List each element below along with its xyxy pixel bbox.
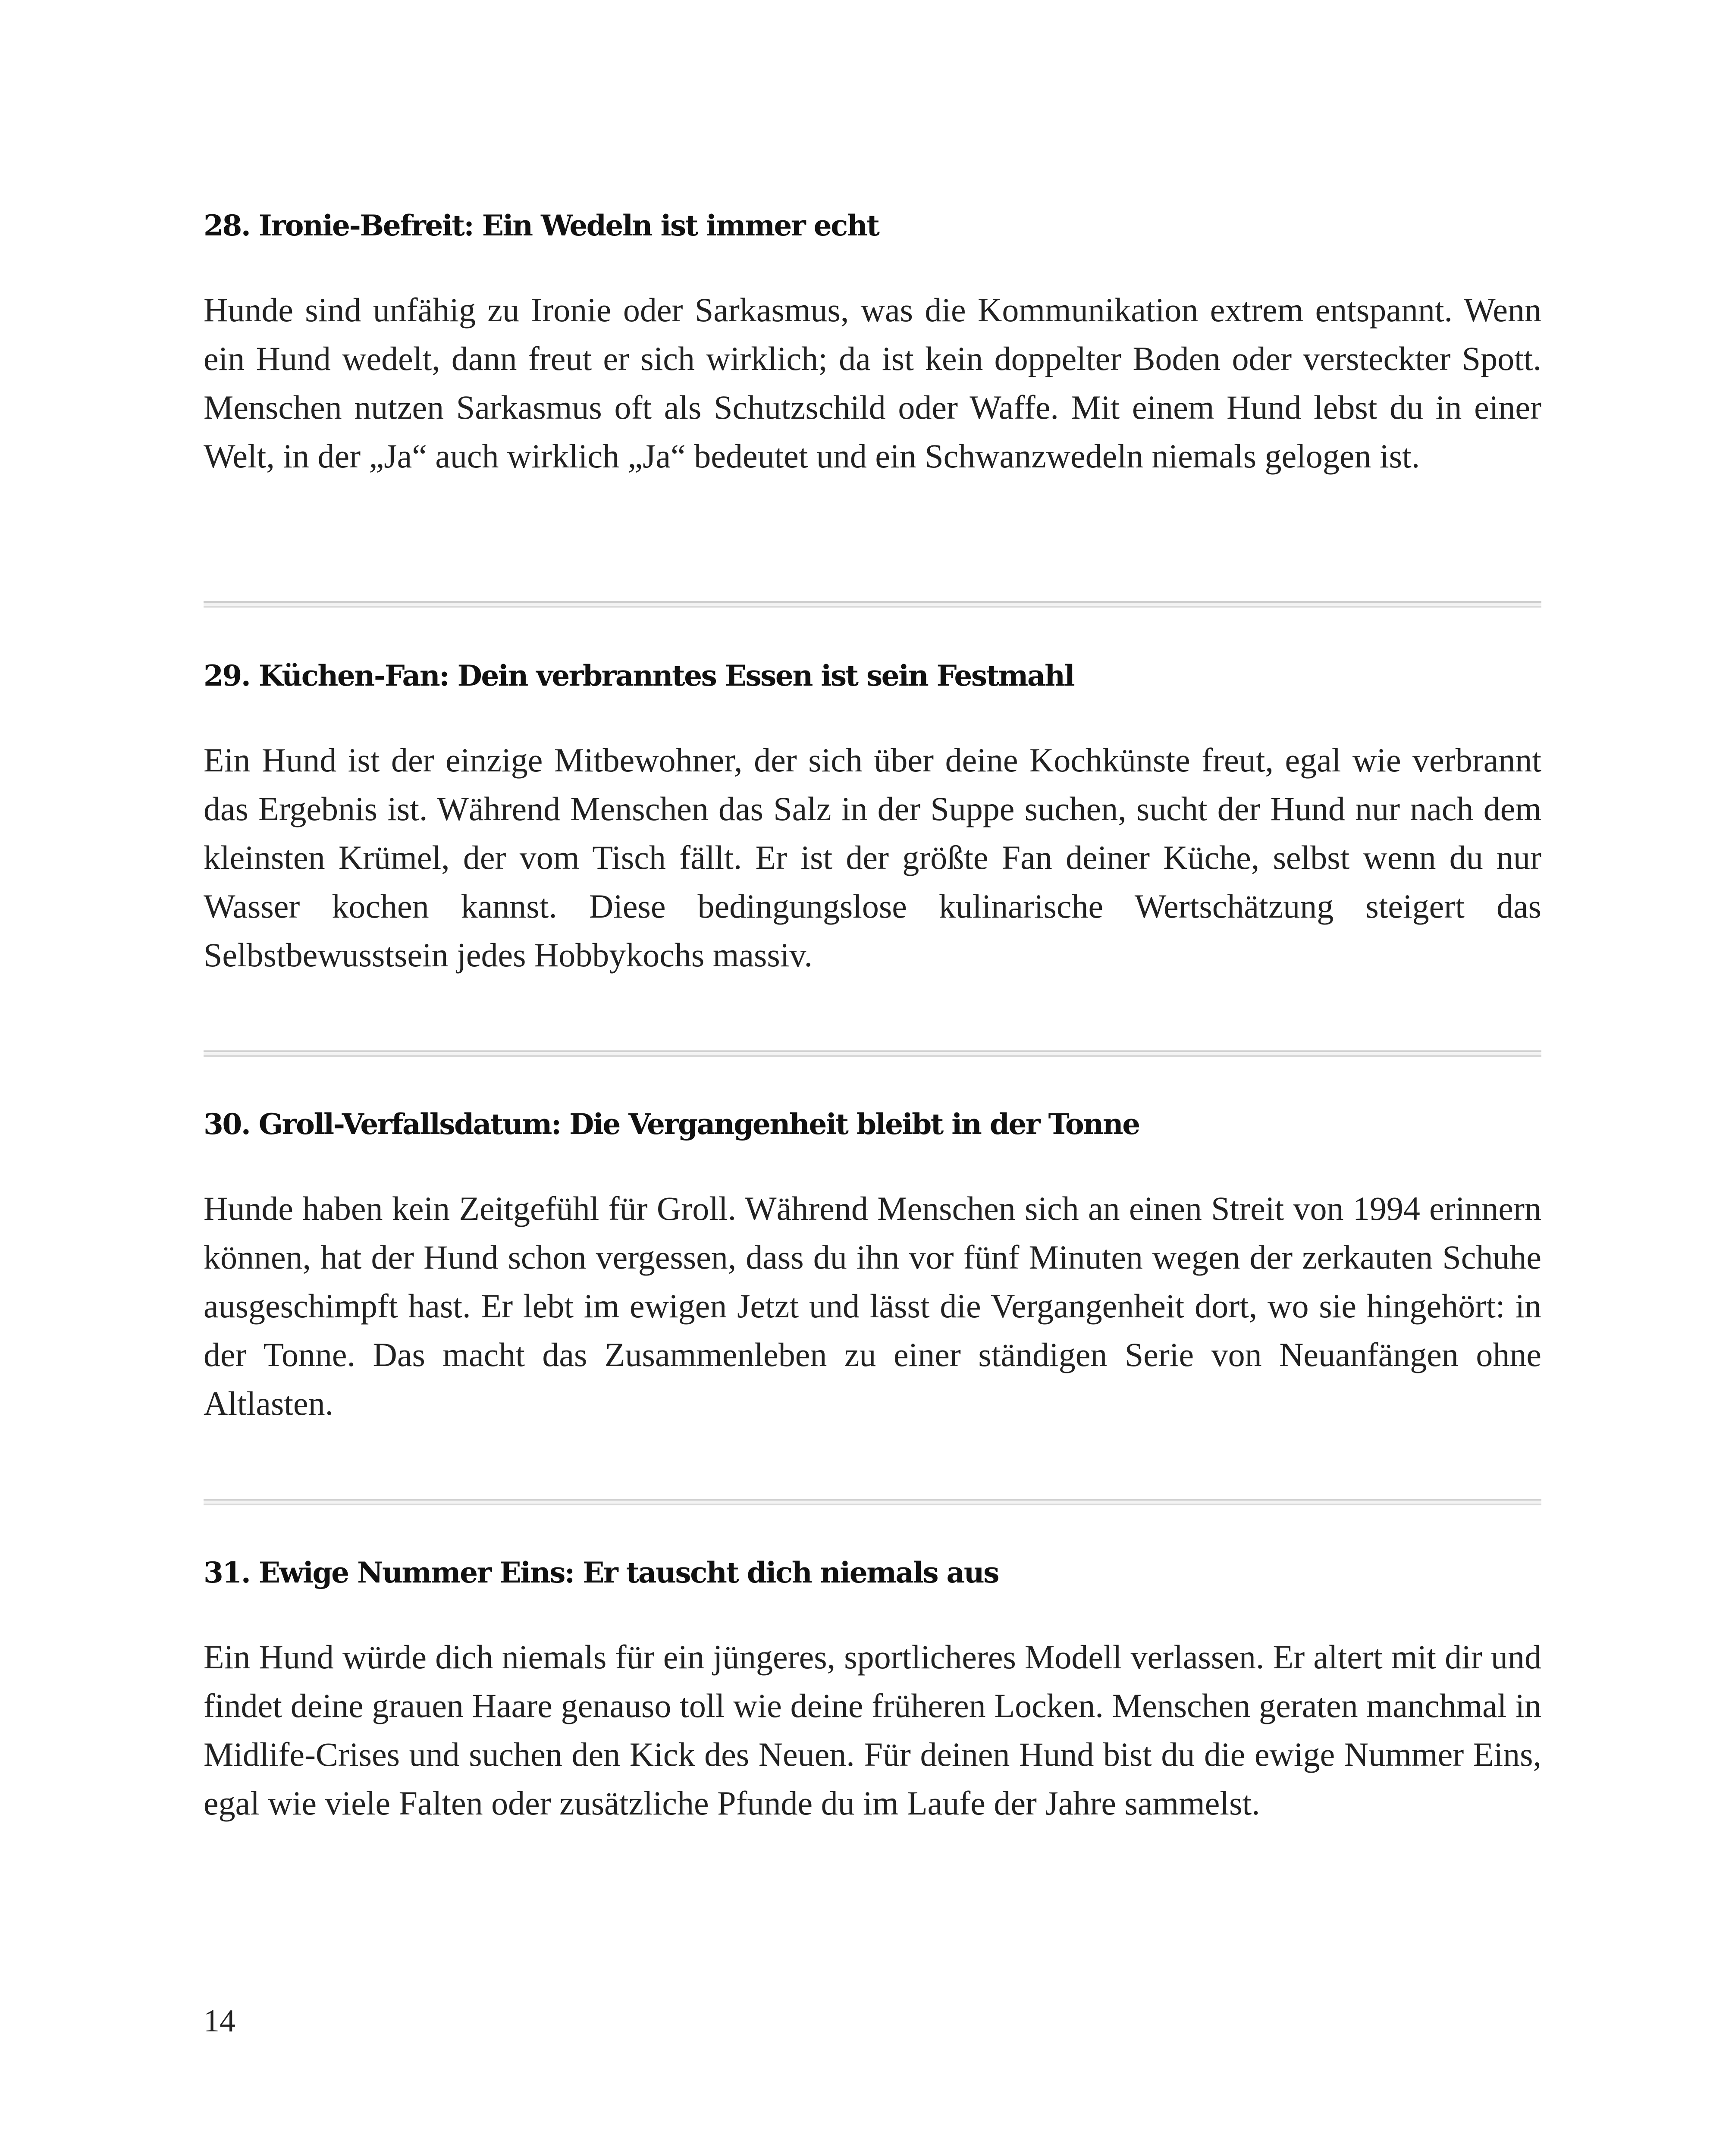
section-heading: 30. Groll-Verfallsdatum: Die Vergangenheit bleibt in der Tonne <box>204 1107 1139 1141</box>
section-divider <box>204 601 1541 608</box>
section-30 <box>204 1105 1541 1428</box>
section-body: Hunde haben kein Zeitgefühl für Groll. Während Menschen sich an einen Streit von 1994 erinnern können, hat der Hund schon vergessen, dass du ihn vor fünf Minuten wegen der zerkauten Schuhe ausgeschimpft hast. Er lebt im ewigen Jetzt und lässt die Vergangenheit dort, wo sie hingehört: in der Tonne. Das macht das Zusammenleben zu einer ständigen Serie von Neuanfängen ohne Altlasten. <box>204 1190 1541 1422</box>
section-31 <box>204 1553 1541 1827</box>
section-heading: 31. Ewige Nummer Eins: Er tauscht dich niemals aus <box>204 1556 998 1589</box>
page-number: 14 <box>204 2003 235 2039</box>
section-body: Ein Hund ist der einzige Mitbewohner, der sich über deine Kochkünste freut, egal wie verbrannt das Ergebnis ist. Während Menschen das Salz in der Suppe suchen, sucht der Hund nur nach dem kleinsten Krümel, der vom Tisch fällt. Er ist der größte Fan deiner Küche, selbst wenn du nur Wasser kochen kannst. Diese bedingungslose kulinarische Wertschätzung steigert das Selbstbewusstsein jedes Hobbykochs massiv. <box>204 741 1541 974</box>
section-heading: 28. Ironie-Befreit: Ein Wedeln ist immer echt <box>204 209 879 242</box>
section-divider <box>204 1499 1541 1505</box>
section-divider <box>204 1050 1541 1057</box>
section-28 <box>204 206 1541 480</box>
section-29 <box>204 656 1541 979</box>
section-body: Ein Hund würde dich niemals für ein jüngeres, sportlicheres Modell verlassen. Er altert mit dir und findet deine grauen Haare genauso toll wie deine früheren Locken. Menschen geraten manchmal in Midlife-Crises und suchen den Kick des Neuen. Für deinen Hund bist du die ewige Nummer Eins, egal wie viele Falten oder zusätzliche Pfunde du im Laufe der Jahre sammelst. <box>204 1638 1541 1822</box>
section-heading: 29. Küchen-Fan: Dein verbranntes Essen ist sein Festmahl <box>204 659 1074 693</box>
section-body: Hunde sind unfähig zu Ironie oder Sarkasmus, was die Kommunikation extrem entspannt. Wenn ein Hund wedelt, dann freut er sich wirklich; da ist kein doppelter Boden oder versteckter Spott. Menschen nutzen Sarkasmus oft als Schutzschild oder Waffe. Mit einem Hund lebst du in einer Welt, in der „Ja“ auch wirklich „Ja“ bedeutet und ein Schwanzwedeln niemals gelogen ist. <box>204 291 1541 475</box>
